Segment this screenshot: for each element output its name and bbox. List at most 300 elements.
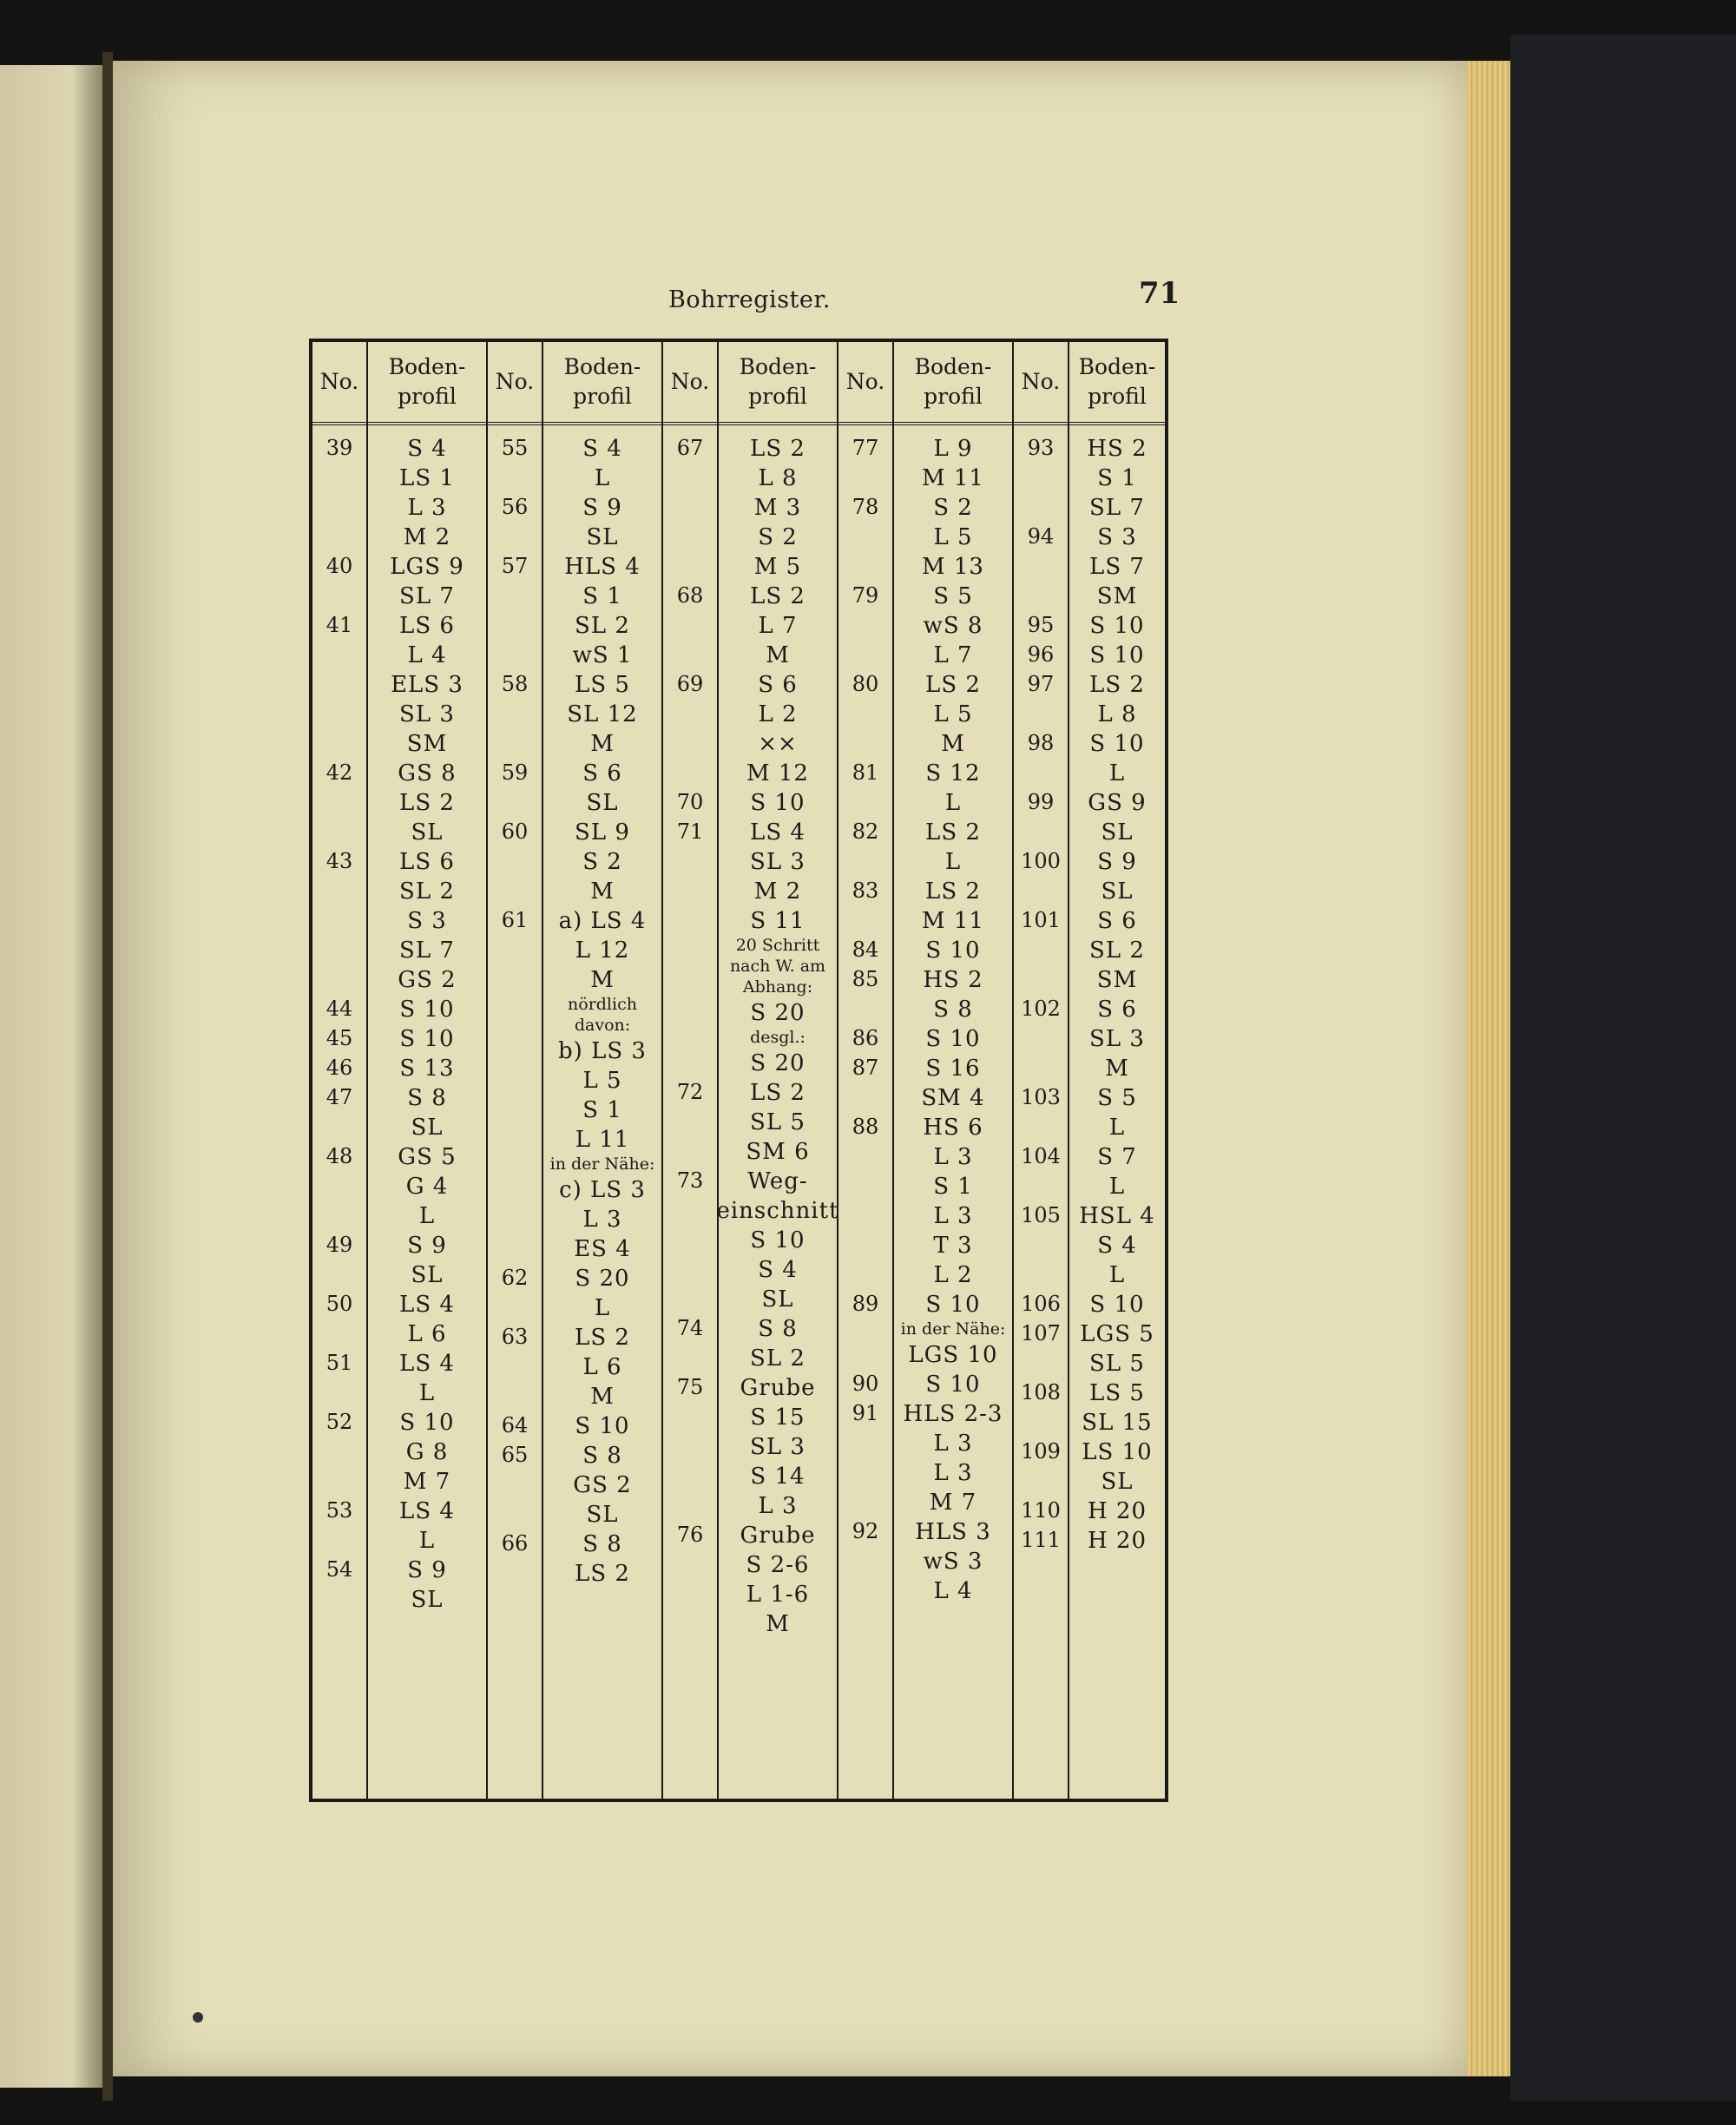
bore-number: 90	[852, 1372, 879, 1396]
bore-number: 49	[326, 1233, 353, 1257]
profile-line: L 3	[933, 1203, 973, 1229]
bore-number: 41	[326, 613, 353, 637]
bore-number: 52	[326, 1410, 353, 1434]
profile-line: S 8	[933, 997, 973, 1023]
profile-line: S 1	[582, 583, 622, 609]
profile-line: S 4	[758, 1257, 798, 1283]
bore-number: 92	[852, 1519, 879, 1543]
profile-line: S 5	[933, 583, 973, 609]
profile-line: Grube	[740, 1523, 816, 1549]
bore-number: 65	[501, 1443, 529, 1467]
profile-line: L 3	[582, 1207, 622, 1233]
header-bodenprofil: Boden- profil	[719, 342, 837, 425]
profile-line: S 10	[1089, 613, 1145, 639]
profile-line: LGS 10	[908, 1342, 998, 1368]
profile-line: HLS 4	[564, 554, 641, 580]
profile-line: in der Nähe:	[549, 1155, 655, 1174]
profile-line: L 2	[933, 1262, 973, 1288]
profile-line: LGS 9	[390, 554, 464, 580]
profile-line: ××	[758, 731, 798, 757]
profile-line: SL 5	[750, 1109, 806, 1135]
profile-line: a) LS 4	[558, 908, 647, 934]
bore-number: 51	[326, 1351, 353, 1375]
column-no	[488, 342, 543, 1799]
profile-line: SL 3	[750, 1434, 806, 1460]
profile-line: S 10	[925, 1026, 981, 1052]
column-bodenprofil	[1069, 342, 1165, 1799]
profile-line: L 12	[575, 938, 630, 964]
profile-line: SL	[411, 819, 444, 845]
column-no	[838, 342, 894, 1799]
profile-line: LS 2	[925, 672, 981, 698]
profile-line: L 3	[933, 1144, 973, 1170]
profile-line: L 7	[758, 613, 798, 639]
profile-line: L 11	[575, 1127, 630, 1153]
profile-line: S 16	[925, 1056, 981, 1082]
profile-line: L 3	[933, 1431, 973, 1457]
bore-number: 97	[1027, 672, 1055, 696]
profile-line: SL 3	[1089, 1026, 1145, 1052]
bore-number: 87	[852, 1056, 879, 1080]
profile-line: LS 5	[575, 672, 630, 698]
profile-line: S 10	[399, 997, 455, 1023]
profile-line: L	[944, 849, 962, 875]
profile-line: LS 10	[1082, 1439, 1153, 1465]
profile-line: SL	[586, 1502, 619, 1528]
profile-line: S 10	[750, 1227, 806, 1253]
bore-number: 57	[501, 554, 529, 578]
profile-line: LS 2	[925, 819, 981, 845]
bore-number: 76	[676, 1523, 704, 1547]
bore-number: 85	[852, 967, 879, 991]
bore-number: 79	[852, 583, 879, 608]
bore-number: 104	[1021, 1144, 1061, 1168]
profile-line: L 5	[933, 524, 973, 550]
profile-line: L	[594, 1295, 611, 1321]
bore-number: 59	[501, 760, 529, 785]
profile-line: L 3	[758, 1493, 798, 1519]
bore-number: 67	[676, 436, 704, 460]
profile-line: G 4	[405, 1174, 449, 1200]
profile-line: LS 6	[399, 613, 455, 639]
bore-number: 100	[1021, 849, 1061, 873]
bore-number: 61	[501, 908, 529, 932]
profile-line: SL 12	[567, 701, 638, 727]
profile-line: S 4	[407, 436, 447, 462]
profile-line: ELS 3	[391, 672, 464, 698]
profile-line: M	[590, 967, 615, 993]
header-bodenprofil: Boden- profil	[894, 342, 1012, 425]
bore-number: 73	[676, 1168, 704, 1193]
profile-line: SM 4	[921, 1085, 985, 1111]
profile-line: davon:	[574, 1016, 631, 1035]
bore-number: 66	[501, 1531, 529, 1556]
bore-number: 88	[852, 1115, 879, 1139]
profile-line: S 4	[1097, 1233, 1137, 1259]
bore-number: 69	[676, 672, 704, 696]
profile-line: L 6	[407, 1321, 447, 1347]
profile-line: LS 2	[750, 583, 806, 609]
profile-line: L 7	[933, 642, 973, 668]
bore-number: 105	[1021, 1203, 1061, 1227]
profile-line: M	[590, 731, 615, 757]
profile-line: L	[594, 465, 611, 491]
profile-line: ES 4	[574, 1236, 631, 1262]
profile-line: M 7	[929, 1490, 977, 1516]
profile-line: L	[418, 1528, 436, 1554]
profile-line: SM 6	[746, 1139, 810, 1165]
profile-line: LS 2	[750, 436, 806, 462]
bore-number: 64	[501, 1413, 529, 1438]
bore-number: 71	[676, 819, 704, 844]
profile-line: S 12	[925, 760, 981, 786]
profile-line: SL	[1101, 878, 1134, 905]
bore-number: 110	[1021, 1498, 1061, 1523]
profile-line: S 10	[399, 1026, 455, 1052]
profile-line: SL	[761, 1286, 794, 1312]
profile-line: S 15	[750, 1405, 806, 1431]
profile-line: S 1	[1097, 465, 1137, 491]
bore-number: 109	[1021, 1439, 1061, 1464]
profile-line: M 7	[403, 1469, 451, 1495]
bore-number: 56	[501, 495, 529, 519]
header-no: No.	[312, 342, 366, 425]
profile-line: S 1	[582, 1097, 622, 1123]
page-block-edge	[1467, 61, 1510, 2076]
book-gutter	[102, 52, 113, 2101]
bore-number: 68	[676, 583, 704, 608]
profile-line: HS 2	[1087, 436, 1147, 462]
bore-number: 99	[1027, 790, 1055, 814]
profile-line: L 4	[933, 1578, 973, 1604]
profile-line: SL	[1101, 819, 1134, 845]
profile-line: T 3	[933, 1233, 973, 1259]
profile-line: b) LS 3	[558, 1038, 647, 1064]
column-no	[312, 342, 368, 1799]
profile-line: L 3	[407, 495, 447, 521]
profile-line: LS 5	[1089, 1380, 1145, 1406]
header-no: No.	[663, 342, 717, 425]
profile-line: L 8	[1097, 701, 1137, 727]
profile-line: SL	[586, 524, 619, 550]
bore-number: 84	[852, 938, 879, 962]
profile-line: S 2	[582, 849, 622, 875]
profile-line: L 9	[933, 436, 973, 462]
profile-line: L 2	[758, 701, 798, 727]
profile-line: S 2	[758, 524, 798, 550]
profile-line: LS 4	[750, 819, 806, 845]
bore-number: 95	[1027, 613, 1055, 637]
stain-dot	[193, 2012, 203, 2023]
bore-number: 80	[852, 672, 879, 696]
bore-number: 96	[1027, 642, 1055, 667]
profile-line: S 6	[582, 760, 622, 786]
profile-line: S 9	[407, 1557, 447, 1583]
profile-line: wS 3	[923, 1549, 983, 1575]
profile-line: S 9	[1097, 849, 1137, 875]
profile-line: HLS 2-3	[903, 1401, 1003, 1427]
profile-line: S 4	[582, 436, 622, 462]
bore-number: 81	[852, 760, 879, 785]
profile-line: S 8	[582, 1443, 622, 1469]
bore-number: 93	[1027, 436, 1055, 460]
profile-line: M 2	[753, 878, 802, 905]
bore-number: 74	[676, 1316, 704, 1340]
bore-number: 62	[501, 1266, 529, 1290]
bore-number: 39	[326, 436, 353, 460]
bore-number: 50	[326, 1292, 353, 1316]
profile-line: S 9	[407, 1233, 447, 1259]
profile-line: Weg-	[747, 1168, 808, 1194]
book-cover	[1510, 35, 1736, 2101]
bore-number: 55	[501, 436, 529, 460]
profile-line: SM	[406, 731, 448, 757]
bore-number: 53	[326, 1498, 353, 1523]
header-no: No.	[1014, 342, 1068, 425]
bore-number: 78	[852, 495, 879, 519]
profile-line: H 20	[1087, 1528, 1147, 1554]
profile-line: SL 2	[575, 613, 630, 639]
bore-number: 107	[1021, 1321, 1061, 1345]
profile-line: S 10	[575, 1413, 630, 1439]
profile-line: L 8	[758, 465, 798, 491]
profile-line: SL 3	[399, 701, 455, 727]
profile-line: S 10	[925, 938, 981, 964]
bore-number: 60	[501, 819, 529, 844]
bore-number: 58	[501, 672, 529, 696]
profile-line: S 6	[758, 672, 798, 698]
profile-line: L 6	[582, 1354, 622, 1380]
profile-line: S 10	[925, 1292, 981, 1318]
profile-line: S 3	[407, 908, 447, 934]
profile-line: S 6	[1097, 908, 1137, 934]
header-bodenprofil: Boden- profil	[543, 342, 661, 425]
bore-number: 75	[676, 1375, 704, 1399]
profile-line: LS 4	[399, 1292, 455, 1318]
column-bodenprofil	[716, 342, 839, 1799]
profile-line: S 5	[1097, 1085, 1137, 1111]
column-bodenprofil	[368, 342, 488, 1799]
profile-line: L 1-6	[746, 1582, 810, 1608]
bore-number: 48	[326, 1144, 353, 1168]
profile-line: SL 2	[399, 878, 455, 905]
profile-line: GS 2	[398, 967, 457, 993]
profile-line: nördlich	[568, 995, 637, 1014]
profile-line: S 8	[407, 1085, 447, 1111]
profile-line: S 14	[750, 1464, 806, 1490]
profile-line: LS 7	[1089, 554, 1145, 580]
profile-line: M	[766, 642, 790, 668]
profile-line: S 9	[582, 495, 622, 521]
profile-line: L	[1108, 1262, 1126, 1288]
bore-number: 44	[326, 997, 353, 1021]
profile-line: SL 15	[1082, 1410, 1153, 1436]
profile-line: S 3	[1097, 524, 1137, 550]
profile-line: S 10	[750, 790, 806, 816]
bore-number: 101	[1021, 908, 1061, 932]
profile-line: H 20	[1087, 1498, 1147, 1524]
profile-line: S 7	[1097, 1144, 1137, 1170]
bore-number: 91	[852, 1401, 879, 1425]
profile-line: SL 3	[750, 849, 806, 875]
page-number: 71	[1139, 276, 1180, 311]
profile-line: nach W. am	[729, 957, 826, 976]
profile-line: Abhang:	[742, 977, 813, 997]
header-bodenprofil: Boden- profil	[1069, 342, 1165, 425]
profile-line: M 3	[753, 495, 802, 521]
profile-line: S 20	[750, 1000, 806, 1026]
profile-line: S 13	[399, 1056, 455, 1082]
profile-line: einschnitt	[716, 1198, 839, 1224]
profile-line: HS 2	[923, 967, 983, 993]
profile-line: S 8	[582, 1531, 622, 1557]
profile-line: HLS 3	[915, 1519, 991, 1545]
bore-number: 103	[1021, 1085, 1061, 1109]
running-head: Bohrregister.	[668, 286, 831, 313]
bore-number: 42	[326, 760, 353, 785]
profile-line: S 10	[399, 1410, 455, 1436]
profile-line: LS 2	[399, 790, 455, 816]
profile-line: S 2-6	[746, 1552, 810, 1578]
profile-line: LS 2	[575, 1325, 630, 1351]
bore-number: 72	[676, 1080, 704, 1104]
profile-line: GS 9	[1088, 790, 1147, 816]
bore-number: 86	[852, 1026, 879, 1050]
profile-line: SL 7	[1089, 495, 1145, 521]
bore-number: 40	[326, 554, 353, 578]
profile-line: SL 2	[1089, 938, 1145, 964]
profile-line: LGS 5	[1080, 1321, 1154, 1347]
bore-number: 102	[1021, 997, 1061, 1021]
profile-line: M 12	[746, 760, 809, 786]
profile-line: M 2	[403, 524, 451, 550]
profile-line: HSL 4	[1079, 1203, 1155, 1229]
profile-line: M 11	[922, 908, 984, 934]
profile-line: SM	[1096, 583, 1138, 609]
bore-number: 89	[852, 1292, 879, 1316]
profile-line: SL	[411, 1115, 444, 1141]
profile-line: L 5	[933, 701, 973, 727]
profile-line: LS 2	[1089, 672, 1145, 698]
profile-line: S 20	[750, 1050, 806, 1076]
profile-line: L 3	[933, 1460, 973, 1486]
profile-line: M	[1105, 1056, 1129, 1082]
bore-number: 54	[326, 1557, 353, 1582]
profile-line: SL 7	[399, 583, 455, 609]
profile-line: SL	[586, 790, 619, 816]
profile-line: SL	[411, 1587, 444, 1613]
bore-number: 77	[852, 436, 879, 460]
profile-line: SL	[1101, 1469, 1134, 1495]
column-no	[1014, 342, 1069, 1799]
profile-line: wS 1	[572, 642, 633, 668]
bore-number: 108	[1021, 1380, 1061, 1405]
profile-line: HS 6	[923, 1115, 983, 1141]
profile-line: S 10	[1089, 1292, 1145, 1318]
bore-register-table	[309, 339, 1168, 1802]
profile-line: S 2	[933, 495, 973, 521]
profile-line: LS 2	[925, 878, 981, 905]
profile-line: SL 5	[1089, 1351, 1145, 1377]
profile-line: wS 8	[923, 613, 983, 639]
header-no: No.	[838, 342, 892, 425]
bore-number: 47	[326, 1085, 353, 1109]
profile-line: M	[941, 731, 965, 757]
profile-line: M	[590, 878, 615, 905]
profile-line: L	[1108, 760, 1126, 786]
profile-line: L	[1108, 1115, 1126, 1141]
bore-number: 70	[676, 790, 704, 814]
profile-line: L 4	[407, 642, 447, 668]
profile-line: LS 2	[750, 1080, 806, 1106]
profile-line: M 13	[922, 554, 984, 580]
column-bodenprofil	[543, 342, 663, 1799]
profile-line: L 5	[582, 1068, 622, 1094]
column-bodenprofil	[894, 342, 1014, 1799]
profile-line: desgl.:	[750, 1028, 806, 1047]
profile-line: M 5	[753, 554, 802, 580]
profile-line: S 10	[1089, 642, 1145, 668]
profile-line: 20 Schritt	[735, 936, 820, 955]
profile-line: L	[1108, 1174, 1126, 1200]
profile-line: LS 2	[575, 1561, 630, 1587]
profile-line: L	[944, 790, 962, 816]
profile-line: c) LS 3	[559, 1177, 646, 1203]
profile-line: SL 2	[750, 1345, 806, 1372]
profile-line: SL 9	[575, 819, 630, 845]
profile-line: GS 5	[398, 1144, 457, 1170]
profile-line: S 6	[1097, 997, 1137, 1023]
profile-line: S 1	[933, 1174, 973, 1200]
bore-number: 98	[1027, 731, 1055, 755]
profile-line: LS 4	[399, 1351, 455, 1377]
profile-line: S 11	[750, 908, 806, 934]
profile-line: L	[418, 1203, 436, 1229]
profile-line: LS 1	[399, 465, 455, 491]
bore-number: 106	[1021, 1292, 1061, 1316]
header-no: No.	[488, 342, 542, 425]
header-bodenprofil: Boden- profil	[368, 342, 486, 425]
profile-line: S 20	[575, 1266, 630, 1292]
profile-line: LS 4	[399, 1498, 455, 1524]
profile-line: SL	[411, 1262, 444, 1288]
profile-line: M 11	[922, 465, 984, 491]
bore-number: 83	[852, 878, 879, 903]
profile-line: S 10	[1089, 731, 1145, 757]
profile-line: GS 2	[573, 1472, 632, 1498]
profile-line: S 10	[925, 1372, 981, 1398]
facing-page-edge	[0, 65, 102, 2088]
profile-line: LS 6	[399, 849, 455, 875]
profile-line: in der Nähe:	[900, 1319, 1006, 1339]
profile-line: M	[590, 1384, 615, 1410]
column-no	[663, 342, 719, 1799]
bore-number: 43	[326, 849, 353, 873]
bore-number: 94	[1027, 524, 1055, 549]
bore-number: 111	[1021, 1528, 1061, 1552]
profile-line: Grube	[740, 1375, 816, 1401]
bore-number: 63	[501, 1325, 529, 1349]
bore-number: 82	[852, 819, 879, 844]
profile-line: G 8	[405, 1439, 449, 1465]
bore-number: 46	[326, 1056, 353, 1080]
profile-line: S 8	[758, 1316, 798, 1342]
profile-line: SL 7	[399, 938, 455, 964]
bore-number: 45	[326, 1026, 353, 1050]
profile-line: M	[766, 1611, 790, 1637]
profile-line: GS 8	[398, 760, 457, 786]
profile-line: L	[418, 1380, 436, 1406]
